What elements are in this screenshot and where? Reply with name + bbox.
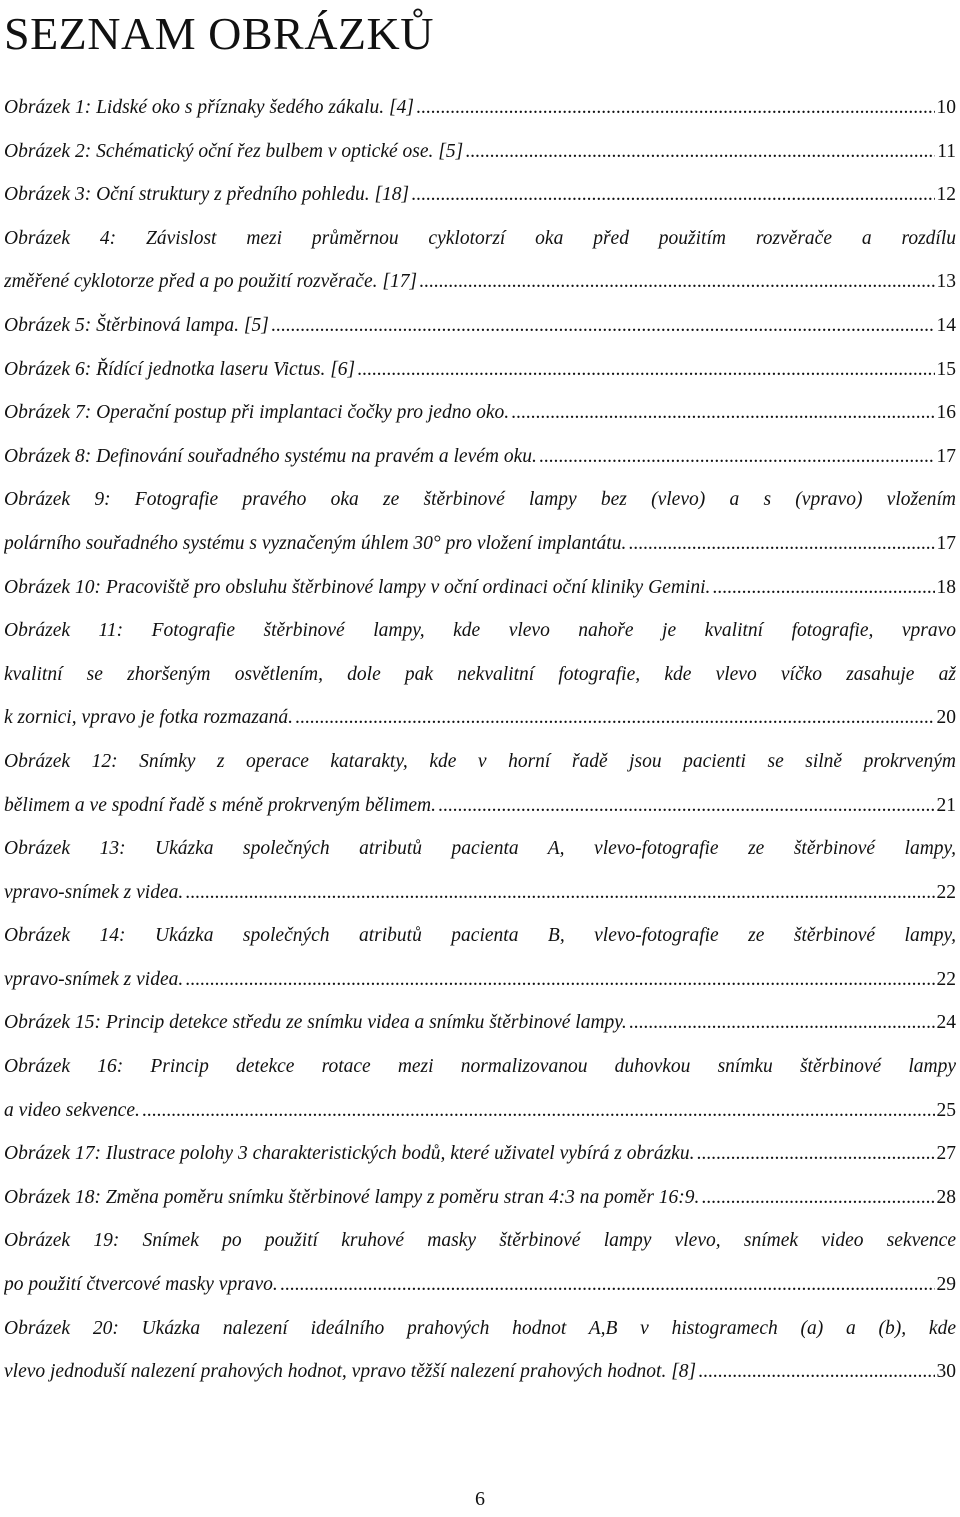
figure-caption-last-line [4, 696, 956, 740]
figure-caption-text: vpravo-snímek z videa. [4, 881, 184, 903]
figure-entry[interactable] [4, 304, 956, 348]
figure-entry[interactable] [4, 609, 956, 740]
page-number: 6 [475, 1488, 485, 1510]
figure-page-number: 28 [936, 1186, 956, 1208]
figure-list [4, 86, 956, 1394]
figure-caption-text: Obrázek 6: Řídící jednotka laseru Victus. [6] [4, 358, 356, 380]
figure-caption-last-line [4, 784, 956, 828]
dot-leader [511, 391, 934, 435]
dot-leader [411, 173, 934, 217]
figure-page-number: 15 [936, 358, 956, 380]
page-title: SEZNAM OBRÁZKŮ [4, 8, 434, 59]
figure-entry[interactable] [4, 391, 956, 435]
figure-page-number: 18 [936, 576, 956, 598]
figure-page-number: 17 [936, 532, 956, 554]
figure-page-number: 22 [936, 881, 956, 903]
figure-caption-line: Obrázek 9: Fotografie pravého oka ze štěrbinové lampy bez (vlevo) a s (vpravo) vložením [4, 489, 956, 511]
figure-entry[interactable] [4, 1307, 956, 1394]
figure-caption-last-line [4, 1176, 956, 1220]
figure-caption-last-line [4, 1089, 956, 1133]
dot-leader [628, 522, 934, 566]
figure-entry[interactable] [4, 1219, 956, 1306]
figure-caption-text: Obrázek 10: Pracoviště pro obsluhu štěrbinové lampy v oční ordinaci oční kliniky Gemini. [4, 576, 711, 598]
figure-caption-last-line [4, 348, 956, 392]
figure-caption-text: Obrázek 1: Lidské oko s příznaky šedého zákalu. [4] [4, 97, 414, 118]
dot-leader [701, 1176, 934, 1220]
figure-page-number: 24 [936, 1012, 956, 1034]
figure-caption-line: Obrázek 19: Snímek po použití kruhové masky štěrbinové lampy vlevo, snímek video sekvence [4, 1230, 956, 1252]
figure-caption-text: Obrázek 15: Princip detekce středu ze snímku videa a snímku štěrbinové lampy. [4, 1012, 627, 1034]
figure-caption-text: Obrázek 3: Oční struktury z předního pohledu. [18] [4, 184, 410, 206]
dot-leader [698, 1350, 934, 1394]
figure-caption-last-line [4, 1001, 956, 1045]
figure-caption-text: Obrázek 7: Operační postup při implantaci čočky pro jedno oko. [4, 402, 510, 424]
figure-entry[interactable] [4, 1176, 956, 1220]
figure-caption-text: vlevo jednoduší nalezení prahových hodnot, vpravo těžší nalezení prahových hodnot. [8] [4, 1361, 697, 1383]
figure-caption-text: změřené cyklotorze před a po použití rozvěrače. [17] [4, 271, 418, 293]
figure-caption-text: Obrázek 8: Definování souřadného systému na pravém a levém oku. [4, 445, 537, 467]
figure-page-number: 14 [936, 314, 956, 336]
figure-page-number: 27 [936, 1143, 956, 1165]
figure-caption-text: Obrázek 18: Změna poměru snímku štěrbinové lampy z poměru stran 4:3 na poměr 16:9. [4, 1186, 700, 1208]
figure-entry[interactable] [4, 435, 956, 479]
figure-page-number: 29 [936, 1274, 956, 1296]
figure-caption-last-line [4, 871, 956, 915]
figure-entry[interactable] [4, 478, 956, 565]
dot-leader [539, 435, 935, 479]
figure-page-number: 25 [936, 1099, 956, 1121]
figure-caption-last-line [4, 260, 956, 304]
figure-page-number: 12 [936, 184, 956, 206]
figure-page-number: 22 [936, 968, 956, 990]
figure-caption-last-line [4, 566, 956, 610]
dot-leader [629, 1001, 935, 1045]
figure-caption-last-line [4, 1350, 956, 1394]
figure-page-number: 11 [937, 140, 956, 162]
dot-leader [142, 1089, 935, 1133]
figure-caption-last-line [4, 958, 956, 1002]
figure-caption-line: Obrázek 16: Princip detekce rotace mezi normalizovanou duhovkou snímku štěrbinové lampy [4, 1056, 956, 1078]
figure-caption-text: Obrázek 17: Ilustrace polohy 3 charakteristických bodů, které uživatel vybírá z obrázku. [4, 1143, 695, 1165]
figure-caption-line: kvalitní se zhoršeným osvětlením, dole pak nekvalitní fotografie, kde vlevo víčko zasahuje až [4, 663, 956, 685]
figure-caption-text: a video sekvence. [4, 1099, 140, 1121]
figure-entry[interactable] [4, 173, 956, 217]
figure-caption-text: vpravo-snímek z videa. [4, 968, 184, 990]
figure-caption-line: Obrázek 11: Fotografie štěrbinové lampy, kde vlevo nahoře je kvalitní fotografie, vpravo [4, 620, 956, 642]
dot-leader [185, 958, 934, 1002]
dot-leader [416, 86, 935, 130]
figure-caption-text: polárního souřadného systému s vyznačeným úhlem 30° pro vložení implantátu. [4, 532, 627, 554]
dot-leader [438, 784, 935, 828]
figure-caption-line: Obrázek 14: Ukázka společných atributů pacienta B, vlevo-fotografie ze štěrbinové lampy, [4, 925, 956, 947]
figure-caption-last-line [4, 130, 956, 174]
dot-leader [712, 566, 934, 610]
dot-leader [280, 1263, 935, 1307]
figure-caption-text: Obrázek 2: Schématický oční řez bulbem v optické ose. [5] [4, 140, 464, 162]
dot-leader [419, 260, 934, 304]
figure-page-number: 13 [936, 271, 956, 293]
figure-caption-last-line [4, 391, 956, 435]
figure-caption-last-line [4, 86, 956, 130]
figure-caption-last-line [4, 522, 956, 566]
figure-caption-text: Obrázek 5: Štěrbinová lampa. [5] [4, 314, 269, 336]
figure-entry[interactable] [4, 1045, 956, 1132]
figure-entry[interactable] [4, 566, 956, 610]
figure-entry[interactable] [4, 348, 956, 392]
dot-leader [465, 130, 935, 174]
figure-caption-last-line [4, 1263, 956, 1307]
figure-page-number: 17 [936, 445, 956, 467]
figure-caption-line: Obrázek 12: Snímky z operace katarakty, kde v horní řadě jsou pacienti se silně prokrveným [4, 750, 956, 772]
figure-entry[interactable] [4, 827, 956, 914]
figure-entry[interactable] [4, 86, 956, 130]
figure-caption-last-line [4, 304, 956, 348]
dot-leader [696, 1132, 934, 1176]
figure-entry[interactable] [4, 914, 956, 1001]
figure-entry[interactable] [4, 130, 956, 174]
figure-page-number: 21 [936, 794, 956, 816]
figure-caption-line: Obrázek 4: Závislost mezi průměrnou cyklotorzí oka před použitím rozvěrače a rozdílu [4, 227, 956, 249]
dot-leader [271, 304, 935, 348]
figure-caption-last-line [4, 435, 956, 479]
figure-entry[interactable] [4, 740, 956, 827]
figure-caption-last-line [4, 173, 956, 217]
dot-leader [357, 348, 934, 392]
figure-page-number: 20 [936, 707, 956, 729]
figure-page-number: 10 [936, 97, 956, 118]
figure-caption-text: k zornici, vpravo je fotka rozmazaná. [4, 707, 294, 729]
figure-entry[interactable] [4, 217, 956, 304]
figure-page-number: 16 [936, 402, 956, 424]
figure-caption-text: bělimem a ve spodní řadě s méně prokrveným bělimem. [4, 794, 436, 816]
figure-caption-text: po použití čtvercové masky vpravo. [4, 1274, 278, 1296]
figure-caption-last-line [4, 1132, 956, 1176]
dot-leader [185, 871, 934, 915]
figure-page-number: 30 [936, 1361, 956, 1383]
figure-caption-line: Obrázek 13: Ukázka společných atributů pacienta A, vlevo-fotografie ze štěrbinové lampy, [4, 838, 956, 860]
dot-leader [295, 696, 934, 740]
figure-entry[interactable] [4, 1132, 956, 1176]
figure-entry[interactable] [4, 1001, 956, 1045]
figure-caption-line: Obrázek 20: Ukázka nalezení ideálního prahových hodnot A,B v histogramech (a) a (b), kde [4, 1317, 956, 1339]
